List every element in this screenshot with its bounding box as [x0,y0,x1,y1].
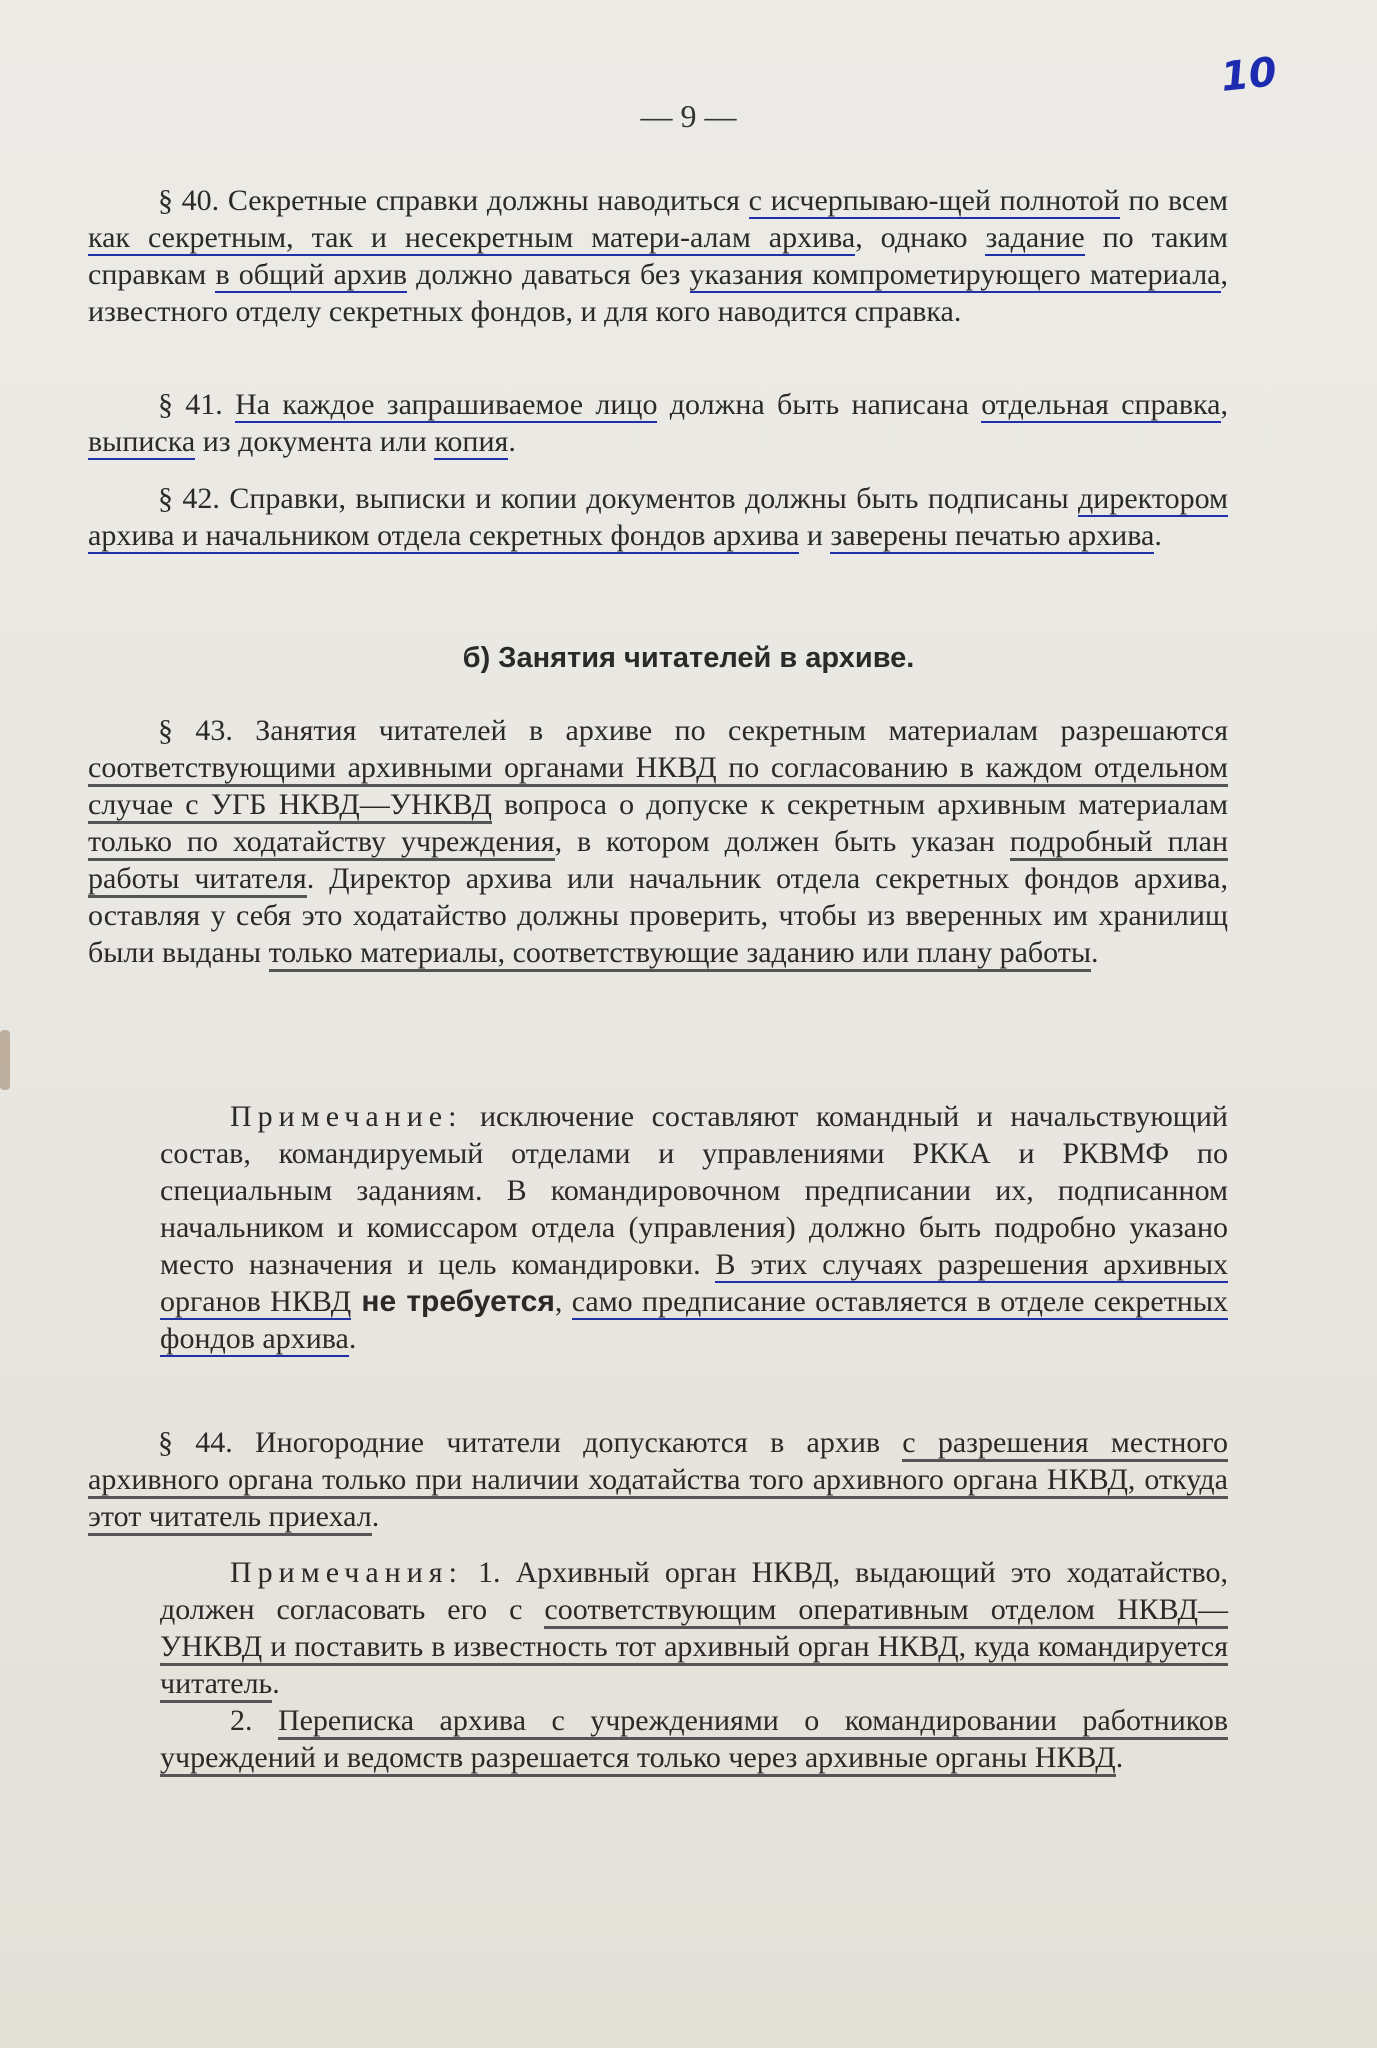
note-44-2: 2. Переписка архива с учреждениями о командировании работников учреждений и ведомств разрешается только через архивные органы НКВД. [160,1702,1228,1776]
section-heading-b: б) Занятия читателей в архиве. [462,642,915,674]
handwritten-folio-number: 10 [1219,49,1280,101]
paragraph-40: § 40. Секретные справки должны наводиться с исчерпываю-щей полнотой по всем как секретным, так и несекретным матери-алам архива, однако задание по таким справкам в общий архив должно даваться без указания компрометирующего материала, известного отделу секретных фондов, и для кого наводится справка. [88,184,1229,328]
page-number: — 9 — [640,98,737,134]
note-43: Примечание: исключение составляют командный и начальствующий состав, командируемый отделами и управлениями РККА и РКВМФ по специальным заданиям. В командировочном предписании их, подписанном начальником и комиссаром отдела (управления) должно быть подробно указано место назначения и цель командировки. В этих случаях разрешения архивных органов НКВД не требуется, само предписание оставляется в отделе секретных фондов архива. [160,1100,1229,1355]
margin-stain [0,1030,10,1090]
notes-44 [88,1554,1228,1776]
paragraph-44: § 44. Иногородние читатели допускаются в архив с разрешения местного архивного органа только при наличии ходатайства того архивного органа НКВД, откуда этот читатель приехал. [88,1424,1228,1535]
paragraph-42: § 42. Справки, выписки и копии документов должны быть подписаны директором архива и начальником отдела секретных фондов архива и заверены печатью архива. [88,482,1228,552]
note-44-1: Примечания: 1. Архивный орган НКВД, выдающий это ходатайство, должен согласовать его с соответствующим оперативным отделом НКВД—УНКВД и поставить в известность тот архивный орган НКВД, куда командируется читатель. [160,1554,1228,1702]
paragraph-43: § 43. Занятия читателей в архиве по секретным материалам разрешаются соответствующими архивными органами НКВД по согласованию в каждом отдельном случае с УГБ НКВД—УНКВД вопроса о допуске к секретным архивным материалам только по ходатайству учреждения, в котором должен быть указан подробный план работы читателя. Директор архива или начальник отдела секретных фондов архива, оставляя у себя это ходатайство должны проверить, чтобы из вверенных им хранилищ были выданы только материалы, соответствующие заданию или плану работы. [88,712,1228,971]
paragraph-41: § 41. На каждое запрашиваемое лицо должна быть написана отдельная справка, выписка из документа или копия. [88,388,1228,458]
